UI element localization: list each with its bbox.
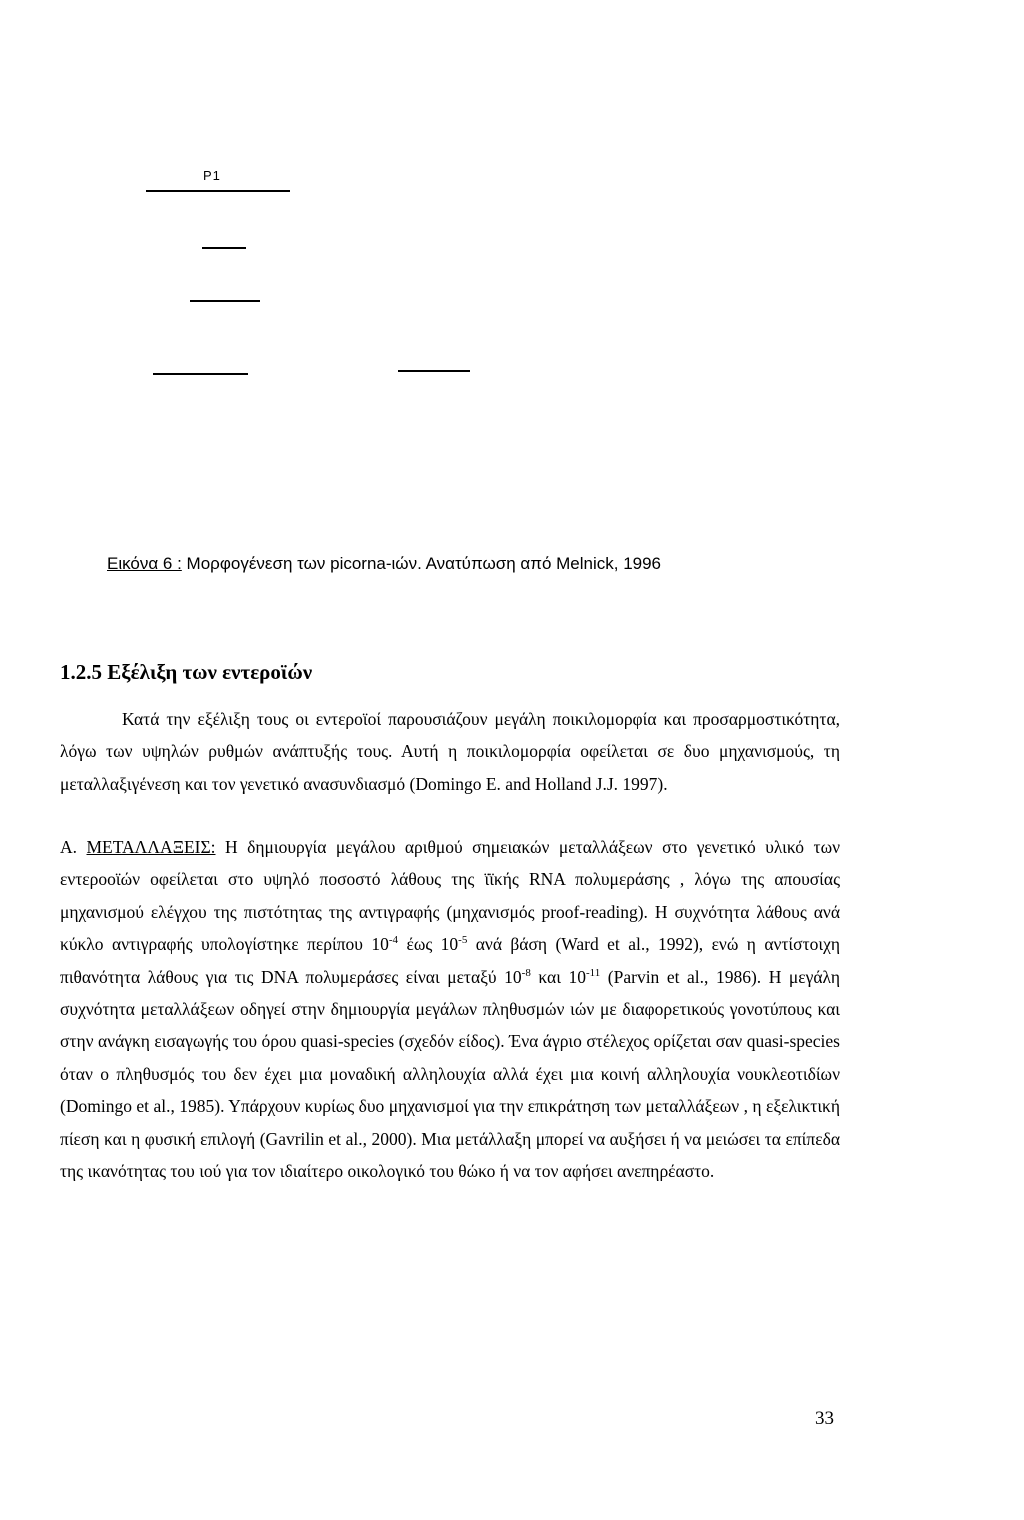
figure-area — [0, 0, 1024, 560]
paragraph-text: ανά βάση (Ward et al., 1992), ενώ η αντίστοιχη πιθανότητα λάθους για τις DNA πολυμεράσες είναι μεταξύ 10 — [60, 934, 840, 987]
paragraph-text: και 10 — [530, 966, 586, 987]
exponent: -8 — [521, 966, 531, 979]
figure-caption — [107, 554, 661, 574]
figure-line — [146, 190, 290, 192]
figure-line — [202, 247, 246, 249]
figure-line — [190, 300, 260, 302]
paragraph-lead: Α. — [60, 837, 87, 857]
figure-label: P1 — [203, 168, 221, 183]
caption-prefix: Εικόνα 6 : — [107, 554, 182, 573]
caption-text: Μορφογένεση των picorna-ιών. Ανατύπωση από Melnick, 1996 — [181, 554, 662, 573]
figure-line — [153, 373, 248, 375]
exponent: -5 — [458, 934, 468, 947]
exponent: -4 — [388, 934, 399, 947]
exponent: -11 — [585, 966, 601, 979]
page-number: 33 — [815, 1408, 834, 1429]
figure-line — [398, 370, 470, 372]
paragraph-mutations — [60, 831, 840, 1187]
paragraph-text: (Parvin et al., 1986). Η μεγάλη συχνότητα μεταλλάξεων οδηγεί στην δημιουργία μεγάλων πληθυσμών ιών με διαφορετικούς γονοτύπους και στην ανάγκη εισαγωγής του όρου quasi-species (σχεδόν είδος). Ένα άγριο στέλεχος ορίζεται σαν quasi-species όταν ο πληθυσμός του δεν έχει μια μοναδική αλληλουχία αλλά έχει μια κοινή αλληλουχία νουκλεοτιδίων (Domingo et al., 1985). Υπάρχουν κυρίως δυο μηχανισμοί για την επικράτηση των μεταλλάξεων , η εξελικτική πίεση και η φυσική επιλογή (Gavrilin et al., 2000). Μια μετάλλαξη μπορεί να αυξήσει ή να μειώσει τα επίπεδα της ικανότητας του ιού για τον ιδιαίτερο οικολογικό του θώκο ή να τον αφήσει ανεπηρέαστο. — [60, 966, 841, 1182]
paragraph-text: Η δημιουργία μεγάλου αριθμού σημειακών μεταλλάξεων στο γενετικό υλικό των εντεροοϊών οφείλεται στο υψηλό ποσοστό λάθους της ϊϊκής RNA πολυμεράσης , λόγω της απουσίας μηχανισμού ελέγχου της πιστότητας της αντιγραφής (μηχανισμός proof-reading). Η συχνότητα λάθους ανά κύκλο αντιγραφής υπολογίστηκε περίπου 10 — [60, 837, 840, 955]
mutations-term: ΜΕΤΑΛΛΑΞΕΙΣ: — [86, 837, 216, 857]
paragraph-text: έως 10 — [398, 934, 459, 955]
section-heading: 1.2.5 Εξέλιξη των εντεροϊών — [60, 660, 313, 684]
paragraph-intro: Κατά την εξέλιξη τους οι εντεροϊοί παρουσιάζουν μεγάλη ποικιλομορφία και προσαρμοστικότητα, λόγω των υψηλών ρυθμών ανάπτυξής τους. Αυτή η ποικιλομορφία οφείλεται σε δυο μηχανισμούς, τη μεταλλαξιγένεση και τον γενετικό ανασυνδιασμό (Domingo E. and Holland J.J. 1997). — [60, 709, 840, 794]
